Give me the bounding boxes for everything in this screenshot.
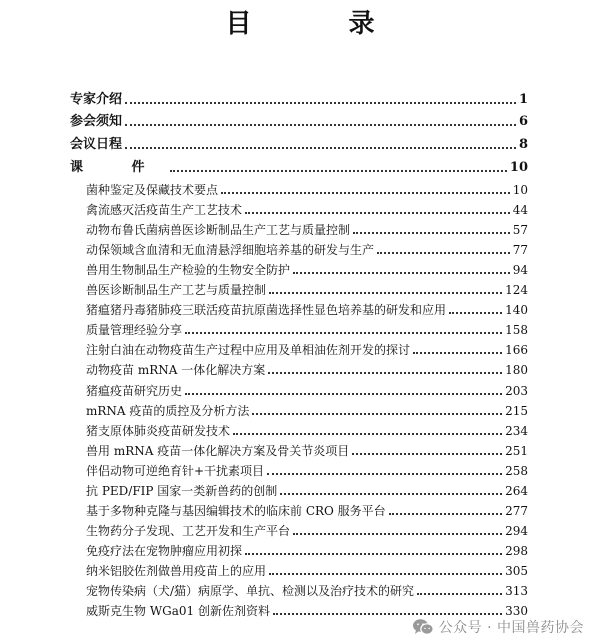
toc-entry-title: mRNA 疫苗的质控及分析方法	[86, 403, 250, 418]
toc-entry-title: 猪瘟猪丹毒猪肺疫三联活疫苗抗原菌选择性显色培养基的研发和应用	[86, 303, 447, 318]
toc-entry-page: 330	[505, 604, 528, 619]
toc-entry-page: 277	[505, 503, 528, 518]
toc-entry-title: 猪瘟疫苗研究历史	[86, 383, 183, 398]
dot-leader	[417, 593, 502, 595]
dot-leader	[125, 102, 516, 104]
dot-leader	[125, 147, 516, 149]
toc-entry[interactable]	[86, 439, 528, 459]
toc-entry-title: 会议日程	[70, 137, 123, 152]
dot-leader	[268, 372, 502, 374]
dot-leader	[449, 312, 502, 314]
toc-entry-page: 77	[512, 243, 528, 258]
toc-entry-page: 166	[505, 343, 528, 358]
page-title: 目 录	[225, 9, 419, 39]
toc-entry[interactable]	[86, 559, 528, 579]
toc-entry-title: 威斯克生物 WGa01 创新佐剂资料	[86, 604, 270, 619]
toc-entry-title: 菌种鉴定及保藏技术要点	[86, 183, 219, 197]
toc-entry[interactable]	[86, 338, 528, 358]
toc-entry-page: 124	[505, 283, 528, 298]
toc-entry-page: 6	[518, 114, 528, 129]
toc-entry-title: 质量管理经验分享	[86, 323, 183, 338]
toc-entry-title: 猪支原体肺炎疫苗研发技术	[86, 423, 231, 438]
toc-entry-page: 305	[505, 563, 528, 578]
toc-section-entry[interactable]	[70, 88, 528, 108]
toc-entry-page: 313	[505, 584, 528, 598]
toc-entry-page: 10	[509, 160, 528, 175]
dot-leader	[252, 413, 502, 415]
toc-entry-title: 动物疫苗 mRNA 一体化解决方案	[86, 363, 266, 378]
dot-leader	[267, 473, 502, 475]
toc-entry-page: 251	[505, 443, 528, 458]
toc-entry[interactable]	[86, 318, 528, 338]
dot-leader	[221, 192, 510, 194]
toc-entry-title: 课 件	[70, 160, 167, 175]
toc-entry[interactable]	[86, 238, 528, 258]
dot-leader	[185, 332, 502, 334]
toc-entry-title: 专家介绍	[70, 92, 123, 107]
toc-entry-page: 140	[505, 303, 528, 318]
toc-entry-title: 免疫疗法在宠物肿瘤应用初探	[86, 543, 243, 558]
toc-entry-title: 动保领域含血清和无血清悬浮细胞培养基的研发与生产	[86, 243, 375, 258]
toc-entry[interactable]	[86, 258, 528, 278]
toc-entry[interactable]	[86, 198, 528, 218]
dot-leader	[233, 433, 502, 435]
toc-entry-title: 生物药分子发现、工艺开发和生产平台	[86, 523, 291, 538]
toc-entry[interactable]	[86, 519, 528, 539]
toc-entry-page: 10	[512, 183, 528, 197]
toc-entry-page: 8	[518, 137, 528, 152]
toc-entry-title: 禽流感灭活疫苗生产工艺技术	[86, 203, 243, 218]
toc-entry-title: 参会须知	[70, 114, 123, 129]
toc-entry-title: 基于多物种克隆与基因编辑技术的临床前 CRO 服务平台	[86, 503, 386, 518]
toc-entry[interactable]	[86, 379, 528, 399]
dot-leader	[352, 453, 502, 455]
toc-section-entry[interactable]	[70, 110, 528, 130]
toc-entry-title: 伴侣动物可逆绝育针+干扰素项目	[86, 463, 265, 478]
toc-entry-page: 158	[505, 323, 528, 338]
watermark-text: 公众号 · 中国兽药协会	[438, 620, 584, 636]
dot-leader	[273, 613, 502, 615]
toc-entry[interactable]	[86, 178, 528, 198]
toc-entry[interactable]	[86, 539, 528, 559]
toc-entry-title: 兽用生物制品生产检验的生物安全防护	[86, 263, 291, 278]
toc-entry[interactable]	[86, 579, 528, 599]
toc-entry-title: 纳米铝胶佐剂做兽用疫苗上的应用	[86, 563, 267, 578]
toc-entry-page: 94	[512, 263, 528, 278]
dot-leader	[353, 232, 510, 234]
toc-entry-page: 258	[505, 463, 528, 478]
toc-entry-page: 44	[512, 203, 528, 218]
toc-entry-page: 264	[505, 483, 528, 498]
toc-entry-page: 298	[505, 543, 528, 558]
dot-leader	[125, 124, 516, 126]
dot-leader	[185, 393, 502, 395]
toc-entry[interactable]	[86, 499, 528, 519]
toc-entry-page: 180	[505, 363, 528, 378]
dot-leader	[413, 352, 502, 354]
toc-section-entry[interactable]	[70, 133, 528, 153]
toc-entry[interactable]	[86, 218, 528, 238]
toc-entry-page: 203	[505, 383, 528, 398]
dot-leader	[389, 513, 502, 515]
toc-entry-title: 兽用 mRNA 疫苗一体化解决方案及骨关节炎项目	[86, 443, 350, 458]
toc-entry[interactable]	[86, 399, 528, 419]
toc-entry-page: 234	[505, 423, 528, 438]
toc-entry-title: 宠物传染病（犬/猫）病原学、单抗、检测以及治疗技术的研究	[86, 584, 415, 598]
wechat-icon	[412, 618, 434, 636]
dot-leader	[170, 170, 507, 172]
watermark	[412, 617, 584, 637]
dot-leader	[269, 573, 502, 575]
toc-entry-page: 1	[518, 92, 528, 107]
toc-entry-title: 抗 PED/FIP 国家一类新兽药的创制	[86, 483, 278, 498]
dot-leader	[245, 212, 510, 214]
dot-leader	[245, 553, 502, 555]
dot-leader	[377, 252, 510, 254]
toc-entry-page: 215	[505, 403, 528, 418]
toc-entry[interactable]	[86, 459, 528, 479]
toc-entry[interactable]	[86, 419, 528, 439]
toc-entry-page: 57	[512, 223, 528, 238]
dot-leader	[293, 272, 510, 274]
toc-entry-title: 注射白油在动物疫苗生产过程中应用及单相油佐剂开发的探讨	[86, 343, 411, 358]
toc-entry[interactable]	[86, 298, 528, 318]
toc-entry[interactable]	[86, 358, 528, 378]
toc-section-entry[interactable]	[70, 156, 528, 176]
dot-leader	[280, 493, 502, 495]
toc-entry[interactable]	[86, 278, 528, 298]
toc-entry-page: 294	[505, 523, 528, 538]
toc-entry-title: 动物布鲁氏菌病兽医诊断制品生产工艺与质量控制	[86, 223, 351, 238]
toc-entry-title: 兽医诊断制品生产工艺与质量控制	[86, 283, 267, 298]
toc-entry[interactable]	[86, 479, 528, 499]
dot-leader	[293, 533, 502, 535]
dot-leader	[269, 292, 502, 294]
